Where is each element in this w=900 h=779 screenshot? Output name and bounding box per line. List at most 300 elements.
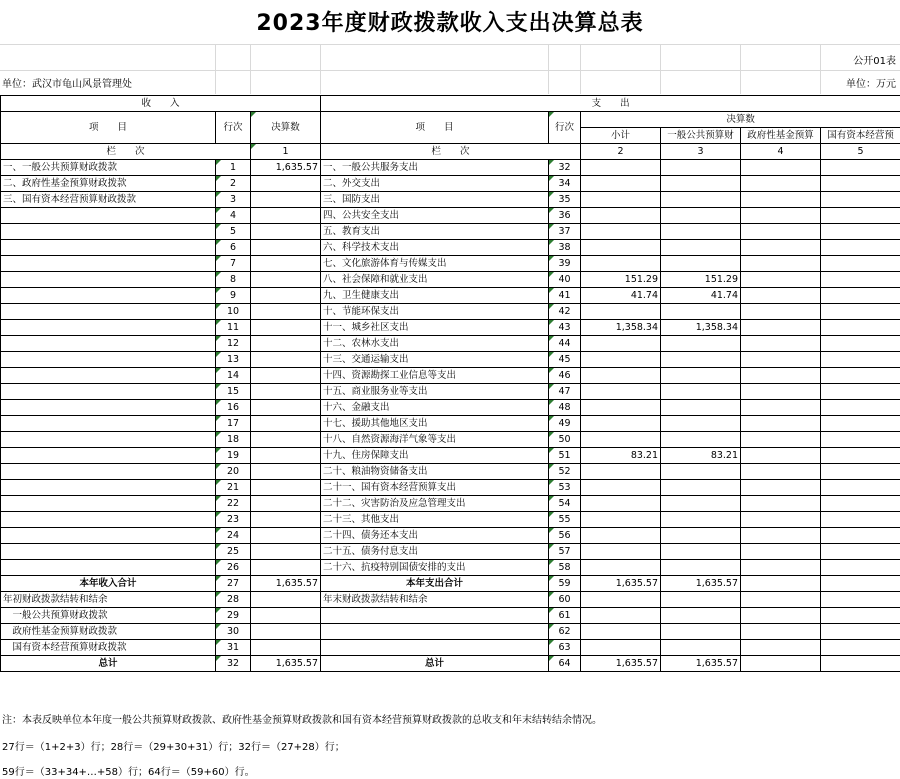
expense-item: 十一、城乡社区支出 [321,320,549,336]
expense-line: 35 [549,192,581,208]
expense-gov-fund [741,528,821,544]
expense-state-capital [821,448,900,464]
income-amount [251,288,321,304]
income-amount [251,400,321,416]
expense-gov-fund [741,192,821,208]
expense-state-capital [821,544,900,560]
income-line: 22 [216,496,251,512]
table-row [1,368,900,384]
expense-subtotal [581,384,661,400]
expense-general-budget [661,304,741,320]
income-item: 政府性基金预算财政拨款 [1,624,216,640]
expense-line: 58 [549,560,581,576]
table-row [1,448,900,464]
income-header: 收 入 [1,96,321,112]
table-row [1,384,900,400]
expense-item: 三、国防支出 [321,192,549,208]
expense-line: 50 [549,432,581,448]
expense-gov-fund [741,592,821,608]
expense-gov-fund [741,240,821,256]
expense-line: 57 [549,544,581,560]
income-line: 11 [216,320,251,336]
income-line: 28 [216,592,251,608]
expense-item: 八、社会保障和就业支出 [321,272,549,288]
expense-gov-fund [741,272,821,288]
income-amount [251,240,321,256]
expense-line: 49 [549,416,581,432]
expense-item: 二十、粮油物资储备支出 [321,464,549,480]
expense-gov-fund [741,208,821,224]
expense-line: 51 [549,448,581,464]
expense-state-capital [821,640,900,656]
expense-subtotal [581,368,661,384]
table-row [1,272,900,288]
expense-item: 十二、农林水支出 [321,336,549,352]
expense-subtotal [581,160,661,176]
income-item [1,352,216,368]
income-item [1,416,216,432]
expense-gov-fund [741,496,821,512]
expense-state-capital [821,400,900,416]
income-amount [251,384,321,400]
income-amount [251,416,321,432]
income-line: 1 [216,160,251,176]
income-line: 29 [216,608,251,624]
expense-item: 十六、金融支出 [321,400,549,416]
income-amount [251,528,321,544]
table-row [1,560,900,576]
expense-item: 十、节能环保支出 [321,304,549,320]
income-amount [251,192,321,208]
expense-item: 二十六、抗疫特别国债安排的支出 [321,560,549,576]
expense-line: 40 [549,272,581,288]
table-row [1,416,900,432]
expense-gov-fund [741,336,821,352]
expense-gov-fund [741,368,821,384]
expense-gov-fund [741,560,821,576]
income-line: 7 [216,256,251,272]
expense-state-capital [821,160,900,176]
page-title: 2023年度财政拨款收入支出决算总表 [256,11,644,36]
expense-subtotal [581,464,661,480]
expense-amount-header: 决算数 [581,112,900,128]
expense-subtotal: 1,635.57 [581,656,661,672]
expense-line: 32 [549,160,581,176]
expense-gov-fund [741,176,821,192]
income-item [1,560,216,576]
expense-state-capital [821,384,900,400]
income-line: 2 [216,176,251,192]
expense-item: 二十二、灾害防治及应急管理支出 [321,496,549,512]
table-row [1,608,900,624]
income-amount [251,560,321,576]
income-item [1,272,216,288]
expense-item: 年末财政拨款结转和结余 [321,592,549,608]
table-row [1,240,900,256]
income-line: 26 [216,560,251,576]
expense-item: 六、科学技术支出 [321,240,549,256]
expense-item: 十七、援助其他地区支出 [321,416,549,432]
expense-line: 41 [549,288,581,304]
table-row [1,432,900,448]
expense-item: 十三、交通运输支出 [321,352,549,368]
income-line: 19 [216,448,251,464]
table-row [1,320,900,336]
income-amount [251,624,321,640]
income-item [1,480,216,496]
expense-general-budget: 1,635.57 [661,576,741,592]
expense-subtotal [581,432,661,448]
income-amount [251,272,321,288]
budget-table [0,95,900,672]
expense-line-header: 行次 [549,112,581,144]
income-amount [251,176,321,192]
expense-general-budget [661,528,741,544]
table-row [1,640,900,656]
income-line-header: 行次 [216,112,251,144]
expense-line: 45 [549,352,581,368]
expense-subtotal [581,624,661,640]
income-amount [251,320,321,336]
income-line: 18 [216,432,251,448]
expense-general-budget [661,592,741,608]
expense-subtotal [581,176,661,192]
expense-subtotal [581,400,661,416]
col-number: 4 [741,144,821,160]
expense-state-capital [821,176,900,192]
income-line: 4 [216,208,251,224]
income-item: 年初财政拨款结转和结余 [1,592,216,608]
income-line: 23 [216,512,251,528]
expense-subtotal [581,544,661,560]
expense-general-budget [661,160,741,176]
income-amount-header: 决算数 [251,112,321,144]
expense-subtotal [581,496,661,512]
expense-gov-fund [741,384,821,400]
expense-line: 47 [549,384,581,400]
expense-item [321,640,549,656]
income-line: 14 [216,368,251,384]
expense-subtotal [581,640,661,656]
income-item [1,448,216,464]
income-line: 10 [216,304,251,320]
income-amount [251,512,321,528]
expense-gov-fund [741,288,821,304]
income-line: 16 [216,400,251,416]
expense-line: 34 [549,176,581,192]
expense-general-budget [661,496,741,512]
expense-general-budget [661,240,741,256]
income-line: 30 [216,624,251,640]
income-amount: 1,635.57 [251,656,321,672]
income-amount: 1,635.57 [251,160,321,176]
expense-state-capital [821,256,900,272]
income-item: 一、一般公共预算财政拨款 [1,160,216,176]
expense-subtotal [581,528,661,544]
table-row [1,400,900,416]
expense-state-capital [821,288,900,304]
income-item: 二、政府性基金预算财政拨款 [1,176,216,192]
expense-line: 61 [549,608,581,624]
expense-line: 38 [549,240,581,256]
expense-subtotal: 83.21 [581,448,661,464]
table-row [1,336,900,352]
expense-line: 53 [549,480,581,496]
income-item [1,432,216,448]
income-amount [251,208,321,224]
general-budget-header: 一般公共预算财 [661,128,741,144]
income-amount [251,544,321,560]
expense-line: 54 [549,496,581,512]
income-amount [251,608,321,624]
income-line: 9 [216,288,251,304]
income-item [1,336,216,352]
expense-line: 59 [549,576,581,592]
expense-state-capital [821,464,900,480]
income-item [1,464,216,480]
table-row [1,464,900,480]
income-item [1,544,216,560]
expense-line: 42 [549,304,581,320]
income-item: 三、国有资本经营预算财政拨款 [1,192,216,208]
table-row [1,160,900,176]
table-row [1,592,900,608]
income-amount: 1,635.57 [251,576,321,592]
table-row [1,304,900,320]
expense-subtotal [581,560,661,576]
expense-item: 总计 [321,656,549,672]
expense-subtotal: 1,635.57 [581,576,661,592]
gov-fund-header: 政府性基金预算 [741,128,821,144]
expense-gov-fund [741,624,821,640]
expense-line: 44 [549,336,581,352]
expense-gov-fund [741,608,821,624]
expense-item: 十八、自然资源海洋气象等支出 [321,432,549,448]
income-item [1,528,216,544]
income-amount [251,496,321,512]
expense-state-capital [821,560,900,576]
table-row [1,192,900,208]
expense-state-capital [821,240,900,256]
expense-gov-fund [741,432,821,448]
expense-item: 二十一、国有资本经营预算支出 [321,480,549,496]
expense-general-budget [661,400,741,416]
table-row [1,624,900,640]
expense-line: 43 [549,320,581,336]
expense-general-budget [661,336,741,352]
expense-item: 十四、资源勘探工业信息等支出 [321,368,549,384]
expense-state-capital [821,528,900,544]
income-amount [251,432,321,448]
expense-line: 62 [549,624,581,640]
expense-gov-fund [741,400,821,416]
expense-gov-fund [741,640,821,656]
income-amount [251,336,321,352]
expense-subtotal [581,416,661,432]
expense-state-capital [821,624,900,640]
income-line: 31 [216,640,251,656]
table-row [1,544,900,560]
table-row [1,256,900,272]
expense-general-budget [661,432,741,448]
expense-state-capital [821,192,900,208]
expense-gov-fund [741,256,821,272]
income-item [1,208,216,224]
expense-general-budget [661,640,741,656]
expense-state-capital [821,432,900,448]
expense-item: 十九、住房保障支出 [321,448,549,464]
expense-subtotal: 1,358.34 [581,320,661,336]
expense-gov-fund [741,512,821,528]
table-row [1,224,900,240]
expense-item: 五、教育支出 [321,224,549,240]
expense-state-capital [821,272,900,288]
expense-item [321,624,549,640]
col-number: 2 [581,144,661,160]
income-amount [251,640,321,656]
table-row [1,352,900,368]
table-row [1,480,900,496]
expense-subtotal: 41.74 [581,288,661,304]
expense-general-budget [661,368,741,384]
expense-state-capital [821,608,900,624]
expense-state-capital [821,304,900,320]
table-row [1,176,900,192]
expense-subtotal [581,304,661,320]
expense-item-header: 项 目 [321,112,549,144]
income-item: 本年收入合计 [1,576,216,592]
note-line: 注：本表反映单位本年度一般公共预算财政拨款、政府性基金预算财政拨款和国有资本经营预算财政拨款的总收支和年末结转结余情况。 [2,715,602,726]
income-line: 32 [216,656,251,672]
expense-line: 48 [549,400,581,416]
expense-general-budget: 1,358.34 [661,320,741,336]
expense-header: 支 出 [321,96,900,112]
expense-line: 64 [549,656,581,672]
expense-state-capital [821,368,900,384]
expense-gov-fund [741,656,821,672]
note-line: 27行＝（1+2+3）行；28行＝（29+30+31）行；32行＝（27+28）行； [2,742,345,753]
expense-subtotal [581,480,661,496]
income-line: 6 [216,240,251,256]
expense-state-capital [821,480,900,496]
table-row [1,288,900,304]
income-line: 27 [216,576,251,592]
expense-general-budget: 151.29 [661,272,741,288]
expense-item: 本年支出合计 [321,576,549,592]
expense-state-capital [821,208,900,224]
expense-item: 二十三、其他支出 [321,512,549,528]
expense-item: 七、文化旅游体育与传媒支出 [321,256,549,272]
expense-gov-fund [741,416,821,432]
expense-subtotal [581,256,661,272]
expense-item: 二十四、债务还本支出 [321,528,549,544]
income-line: 25 [216,544,251,560]
expense-item: 二十五、债务付息支出 [321,544,549,560]
expense-general-budget [661,608,741,624]
income-amount [251,352,321,368]
expense-general-budget: 41.74 [661,288,741,304]
expense-state-capital [821,576,900,592]
expense-item: 一、一般公共服务支出 [321,160,549,176]
expense-state-capital [821,416,900,432]
note-line: 59行＝（33+34+…+58）行；64行＝（59+60）行。 [2,767,255,778]
expense-state-capital [821,336,900,352]
expense-general-budget [661,176,741,192]
expense-gov-fund [741,352,821,368]
table-row [1,656,900,672]
income-item [1,512,216,528]
income-line: 13 [216,352,251,368]
expense-item: 九、卫生健康支出 [321,288,549,304]
unit-label: 单位：武汉市龟山风景管理处 [2,79,132,90]
income-item [1,496,216,512]
expense-item: 二、外交支出 [321,176,549,192]
table-row [1,576,900,592]
expense-subtotal [581,336,661,352]
money-unit: 单位：万元 [846,79,896,90]
expense-state-capital [821,496,900,512]
expense-general-budget [661,256,741,272]
expense-gov-fund [741,304,821,320]
expense-line: 52 [549,464,581,480]
expense-line: 46 [549,368,581,384]
income-line: 3 [216,192,251,208]
expense-line: 39 [549,256,581,272]
expense-line: 37 [549,224,581,240]
subtotal-header: 小计 [581,128,661,144]
income-amount [251,592,321,608]
income-item [1,320,216,336]
expense-line: 63 [549,640,581,656]
expense-gov-fund [741,320,821,336]
col-number: 1 [251,144,321,160]
expense-general-budget [661,480,741,496]
col-number: 5 [821,144,900,160]
state-capital-header: 国有资本经营预 [821,128,900,144]
expense-state-capital [821,352,900,368]
expense-subtotal [581,192,661,208]
income-item: 一般公共预算财政拨款 [1,608,216,624]
expense-general-budget [661,352,741,368]
table-row [1,512,900,528]
expense-general-budget [661,464,741,480]
expense-state-capital [821,512,900,528]
expense-general-budget: 1,635.57 [661,656,741,672]
expense-line: 55 [549,512,581,528]
income-item-header: 项 目 [1,112,216,144]
expense-line: 60 [549,592,581,608]
income-item [1,304,216,320]
income-line: 12 [216,336,251,352]
expense-state-capital [821,592,900,608]
expense-subtotal [581,608,661,624]
expense-item: 四、公共安全支出 [321,208,549,224]
expense-general-budget [661,560,741,576]
expense-subtotal [581,208,661,224]
income-amount [251,480,321,496]
income-item [1,400,216,416]
expense-general-budget [661,544,741,560]
expense-subtotal: 151.29 [581,272,661,288]
form-code: 公开01表 [853,56,896,67]
income-amount [251,304,321,320]
expense-subtotal [581,512,661,528]
expense-state-capital [821,224,900,240]
income-line: 8 [216,272,251,288]
income-item [1,384,216,400]
expense-general-budget [661,416,741,432]
income-item [1,368,216,384]
